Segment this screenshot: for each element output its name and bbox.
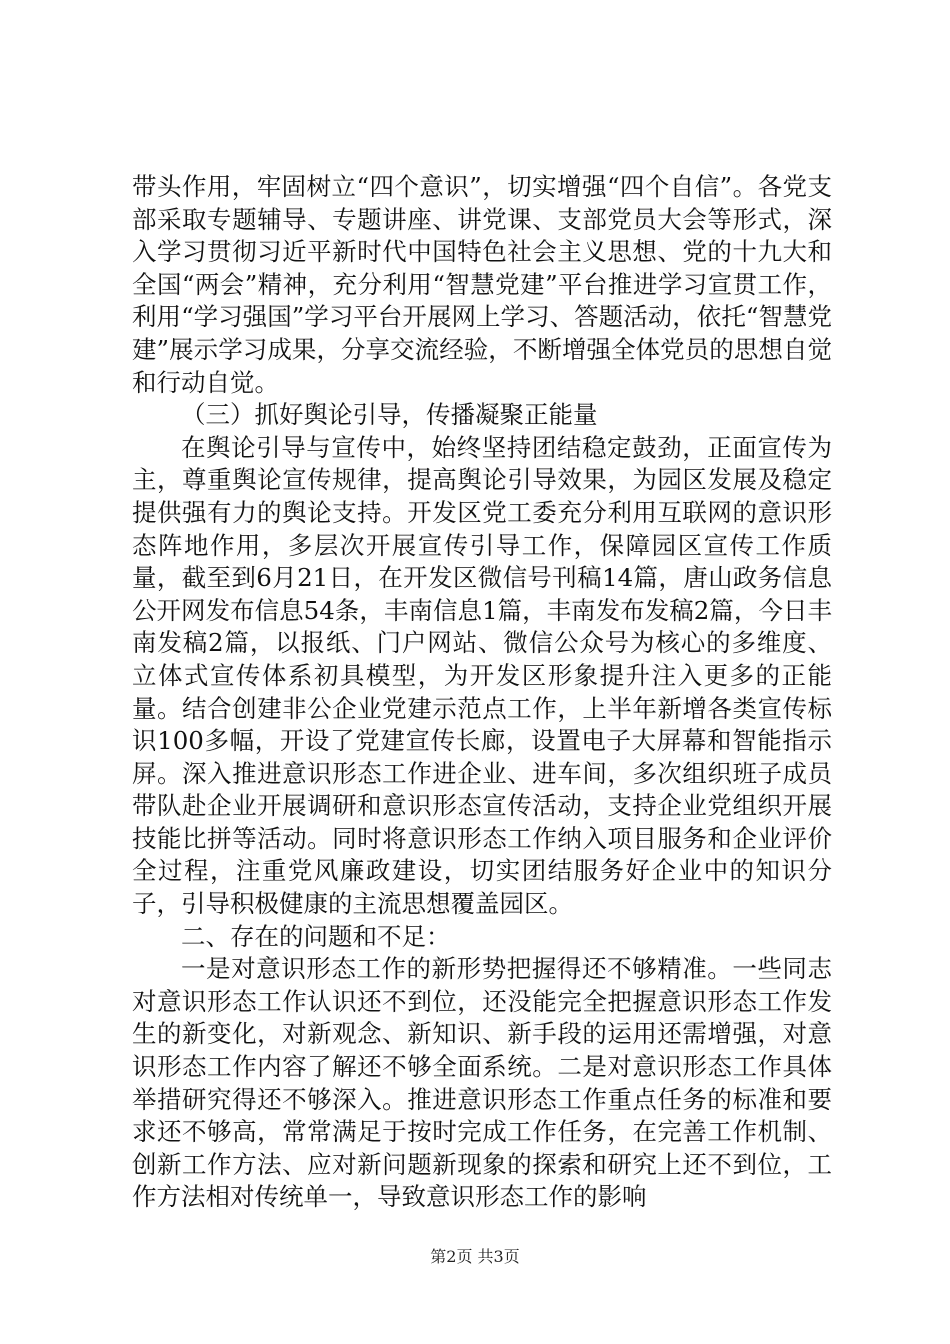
section-heading-three: （三）抓好舆论引导，传播凝聚正能量 <box>181 400 598 430</box>
paragraph-continuation: 带头作用，牢固树立“四个意识”，切实增强“四个自信”。各党支部采取专题辅导、专题讲座、讲党课、支部党员大会等形式，深入学习贯彻习近平新时代中国特色社会主义思想、党的十九大和全国“两会”精神，充分利用“智慧党建”平台推进学习宣贯工作，利用“学习强国”学习平台开展网上学习、答题活动，依托“智慧党建”展示学习成果，分享交流经验，不断增强全体党员的思想自觉和行动自觉。 <box>132 172 832 397</box>
section-heading-problems: 二、存在的问题和不足： <box>181 921 451 951</box>
paragraph-public-opinion: 在舆论引导与宣传中，始终坚持团结稳定鼓劲，正面宣传为主，尊重舆论宣传规律，提高舆论引导效果，为园区发展及稳定提供强有力的舆论支持。开发区党工委充分利用互联网的意识形态阵地作用，多层次开展宣传引导工作，保障园区宣传工作质量，截至到6月21日，在开发区微信号刊稿14篇，唐山政务信息公开网发布信息54条，丰南信息1篇，丰南发布发稿2篇，今日丰南发稿2篇，以报纸、门户网站、微信公众号为核心的多维度、立体式宣传体系初具模型，为开发区形象提升注入更多的正能量。结合创建非公企业党建示范点工作，上半年新增各类宣传标识100多幅，开设了党建宣传长廊，设置电子大屏幕和智能指示屏。深入推进意识形态工作进企业、进车间，多次组织班子成员带队赴企业开展调研和意识形态宣传活动，支持企业党组织开展技能比拼等活动。同时将意识形态工作纳入项目服务和企业评价全过程，注重党风廉政建设，切实团结服务好企业中的知识分子，引导积极健康的主流思想覆盖园区。 <box>132 432 832 919</box>
document-body <box>132 171 832 1214</box>
paragraph-problems: 一是对意识形态工作的新形势把握得还不够精准。一些同志对意识形态工作认识还不到位，还没能完全把握意识形态工作发生的新变化，对新观念、新知识、新手段的运用还需增强，对意识形态工作内容了解还不够全面系统。二是对意识形态工作具体举措研究得还不够深入。推进意识形态工作重点任务的标准和要求还不够高，常常满足于按时完成工作任务，在完善工作机制、创新工作方法、应对新问题新现象的探索和研究上还不到位，工作方法相对传统单一，导致意识形态工作的影响 <box>132 954 832 1212</box>
page-footer: 第2页 共3页 <box>430 1247 520 1266</box>
